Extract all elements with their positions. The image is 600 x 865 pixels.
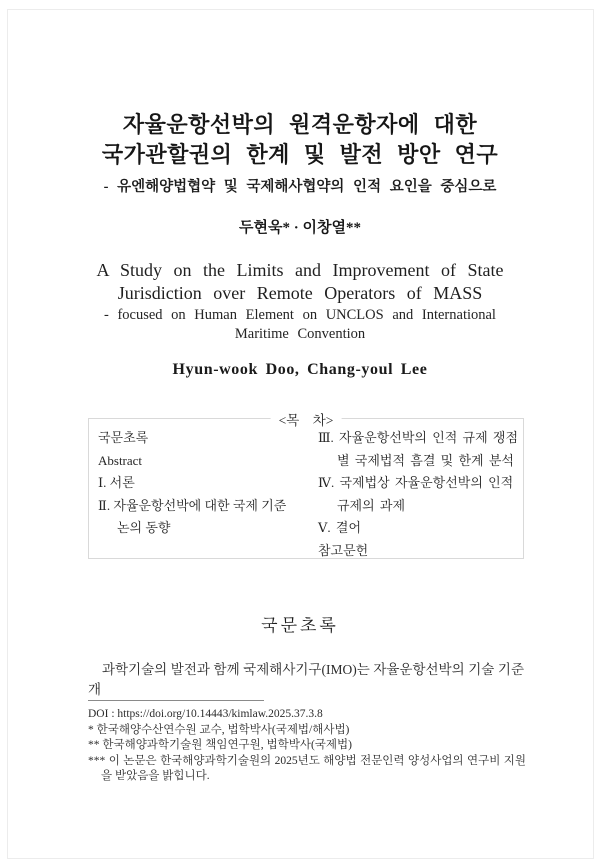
footnote-divider xyxy=(88,700,264,701)
paper-title-english-line2: Jurisdiction over Remote Operators of MASS xyxy=(117,283,483,303)
paper-title-english-line1: A Study on the Limits and Improvement of State xyxy=(96,260,504,280)
paper-subtitle-english xyxy=(0,306,600,344)
paper-title-english xyxy=(0,259,600,305)
abstract-first-line: 과학기술의 발전과 함께 국제해사기구(IMO)는 자율운항선박의 기술 기준 개 xyxy=(88,662,524,697)
toc-right-column xyxy=(310,427,523,563)
paper-subtitle-english-line2: Maritime Convention xyxy=(234,326,366,342)
toc-item-section-3: Ⅲ. 자율운항선박의 인적 규제 쟁점 xyxy=(318,430,519,445)
toc-columns xyxy=(89,427,523,563)
toc-item-section-4: Ⅳ. 국제법상 자율운항선박의 인적 xyxy=(318,475,514,491)
toc-item-abstract-ko: 국문초록 xyxy=(98,430,149,445)
toc-item-references: 참고문헌 xyxy=(318,542,369,558)
paper-title-korean xyxy=(0,110,600,170)
table-of-contents-box xyxy=(88,413,524,559)
paper-title-korean-line2: 국가관할권의 한계 및 발전 방안 연구 xyxy=(101,142,499,167)
footnote-funding-acknowledgement: *** 이 논문은 한국해양과학기술원의 2025년도 해양법 전문인력 양성사업의 연구비 지원을 받았음을 밝힙니다. xyxy=(88,755,526,783)
authors-english: Hyun-wook Doo, Chang-youl Lee xyxy=(172,361,428,378)
paper-title-korean-line1: 자율운항선박의 원격운항자에 대한 xyxy=(122,112,478,137)
toc-item-section-2-cont: 논의 동향 xyxy=(117,520,171,536)
toc-item-section-3-cont: 별 국제법적 흠결 및 한계 분석 xyxy=(337,452,514,468)
toc-item-section-1: Ⅰ. 서론 xyxy=(98,475,135,491)
footnote-author2-affiliation: ** 한국해양과학기술원 책임연구원, 법학박사(국제법) xyxy=(88,739,352,752)
footnote-author1-affiliation: * 한국해양수산연수원 교수, 법학박사(국제법/해사법) xyxy=(88,723,350,736)
toc-item-abstract-en: Abstract xyxy=(98,452,143,468)
doi-text: DOI : https://doi.org/10.14443/kimlaw.2025.37.3.8 xyxy=(88,708,323,720)
toc-item-section-2: Ⅱ. 자율운항선박에 대한 국제 기준 xyxy=(98,497,287,513)
abstract-section-heading: 국문초록 xyxy=(261,616,339,635)
toc-left-column xyxy=(89,427,310,563)
paper-subtitle-english-line1: - focused on Human Element on UNCLOS and International xyxy=(104,307,496,323)
paper-subtitle-korean: - 유엔해양법협약 및 국제해사협약의 인적 요인을 중심으로 xyxy=(103,179,497,195)
toc-item-section-5: Ⅴ. 결어 xyxy=(318,520,362,536)
authors-korean: 두현욱* · 이창열** xyxy=(239,220,361,236)
toc-item-section-4-cont: 규제의 과제 xyxy=(337,497,406,513)
footnotes-block xyxy=(88,707,526,785)
toc-heading: <목 차> xyxy=(271,409,342,429)
